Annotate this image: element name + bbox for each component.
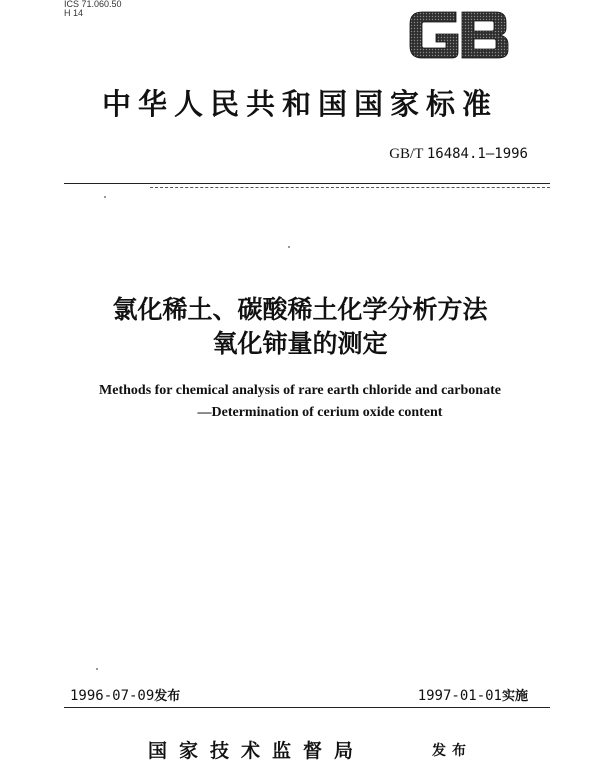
title-chinese-line1: 氯化稀土、碳酸稀土化学分析方法 — [112, 295, 488, 324]
classification-codes — [64, 0, 122, 18]
ics-code: ICS 71.060.50 — [64, 0, 122, 9]
standard-code: 16484.1—1996 — [426, 146, 528, 162]
issuing-authority: 国家技术监督局 — [148, 740, 366, 762]
national-standard-title: 中华人民共和国国家标准 — [101, 87, 498, 121]
scan-speck — [96, 668, 98, 670]
gb-logo — [404, 6, 512, 64]
issue-date-value: 1996-07-09 — [70, 688, 155, 704]
title-chinese-line2: 氧化铈量的测定 — [212, 329, 388, 358]
title-english-line1: Methods for chemical analysis of rare earth chloride and carbonate — [99, 383, 501, 398]
issue-label: 发布 — [154, 689, 181, 704]
effective-date — [418, 685, 528, 704]
standard-prefix: GB/T — [389, 146, 424, 162]
effective-label: 实施 — [501, 689, 528, 704]
header-divider — [64, 183, 550, 184]
scan-speck — [288, 246, 290, 248]
class-code: H 14 — [64, 8, 84, 18]
authority-action: 发布 — [432, 743, 472, 759]
issue-date — [70, 685, 180, 704]
effective-date-value: 1997-01-01 — [417, 688, 502, 704]
standard-number — [389, 146, 528, 163]
title-english-line2: —Determination of cerium oxide content — [197, 405, 443, 420]
header-divider-shadow — [150, 187, 550, 188]
scan-speck — [104, 196, 106, 198]
footer-divider — [64, 707, 550, 708]
